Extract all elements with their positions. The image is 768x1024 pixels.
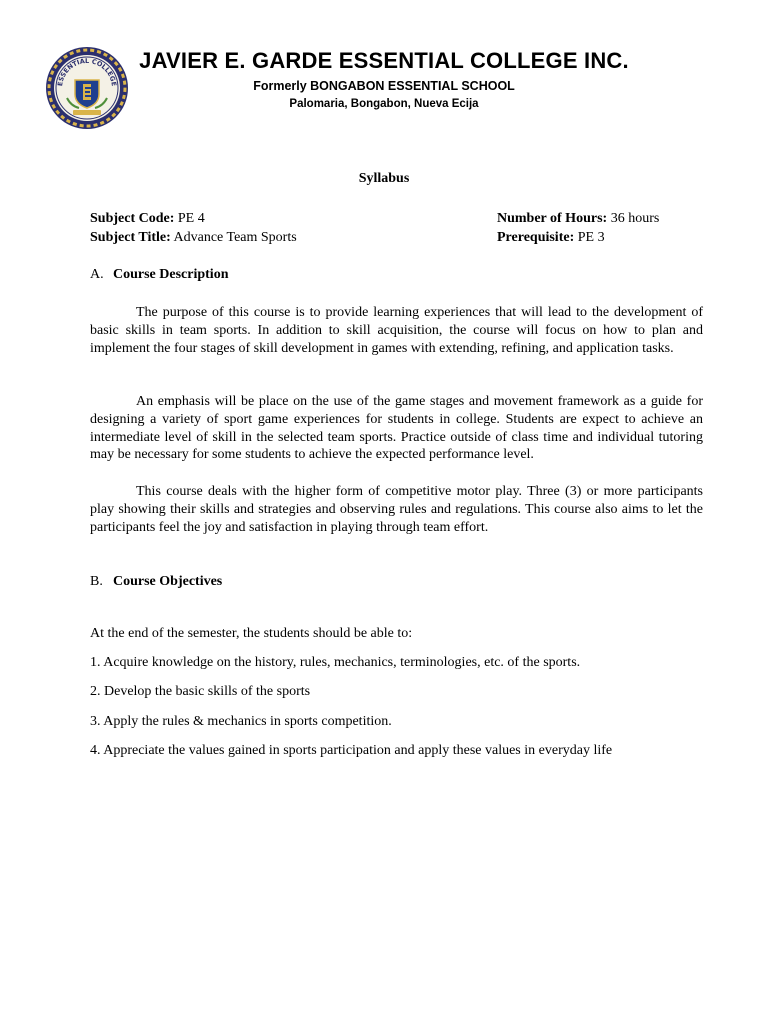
hours-label: Number of Hours:: [497, 211, 608, 226]
subject-code-row: [90, 209, 297, 228]
college-address: Palomaria, Bongabon, Nueva Ecija: [289, 98, 479, 110]
subject-title-row: [90, 228, 297, 247]
section-a-heading: [90, 267, 229, 283]
hours-value: 36 hours: [610, 211, 660, 226]
subject-title-value: Advance Team Sports: [173, 230, 297, 245]
subject-info: [90, 209, 297, 247]
subject-code-value: PE 4: [177, 211, 205, 226]
prerequisite-value: PE 3: [577, 230, 605, 245]
college-name: JAVIER E. GARDE ESSENTIAL COLLEGE INC.: [139, 48, 629, 73]
document-title: Syllabus: [358, 171, 410, 186]
prerequisite-label: Prerequisite:: [497, 230, 575, 245]
description-paragraph-3: This course deals with the higher form of competitive motor play. Three (3) or more participants play showing their skills and strategies and observing rules and regulations. This course also aims to let the participants feel the joy and satisfaction in playing through team effort.: [90, 484, 703, 535]
objective-item: 2. Develop the basic skills of the sports: [90, 684, 311, 699]
section-a-letter: A.: [90, 267, 104, 282]
seal-text: ESSENTIAL COLLEGE: [56, 57, 118, 87]
description-paragraph-2: An emphasis will be place on the use of the game stages and movement framework as a guide for designing a variety of sport game experiences for students in college. Students are expect to achieve an intermediate level of skill in the selected team sports. Practice outside of class time and individual tutoring may be necessary for some students to achieve the expected performance level.: [90, 394, 703, 463]
prerequisite-row: [497, 228, 659, 247]
course-requirements: [497, 209, 659, 247]
objective-item: 3. Apply the rules & mechanics in sports competition.: [90, 714, 392, 729]
section-b-heading: [90, 574, 222, 590]
hours-row: [497, 209, 659, 228]
objective-item: 4. Appreciate the values gained in sports participation and apply these values in everyday life: [90, 743, 613, 758]
former-school-name: Formerly BONGABON ESSENTIAL SCHOOL: [253, 79, 515, 93]
subject-title-label: Subject Title:: [90, 230, 171, 245]
section-b-title: Course Objectives: [113, 574, 223, 589]
section-b-letter: B.: [90, 574, 103, 589]
objectives-intro: At the end of the semester, the students should be able to:: [90, 626, 413, 641]
subject-code-label: Subject Code:: [90, 211, 175, 226]
objective-item: 1. Acquire knowledge on the history, rules, mechanics, terminologies, etc. of the sports.: [90, 655, 581, 670]
description-paragraph-1: The purpose of this course is to provide learning experiences that will lead to the development of basic skills in team sports. In addition to skill acquisition, the course will focus on how to plan and implement the four stages of skill development in games with extending, refining, and application tasks.: [90, 305, 703, 356]
section-a-title: Course Description: [113, 267, 229, 282]
